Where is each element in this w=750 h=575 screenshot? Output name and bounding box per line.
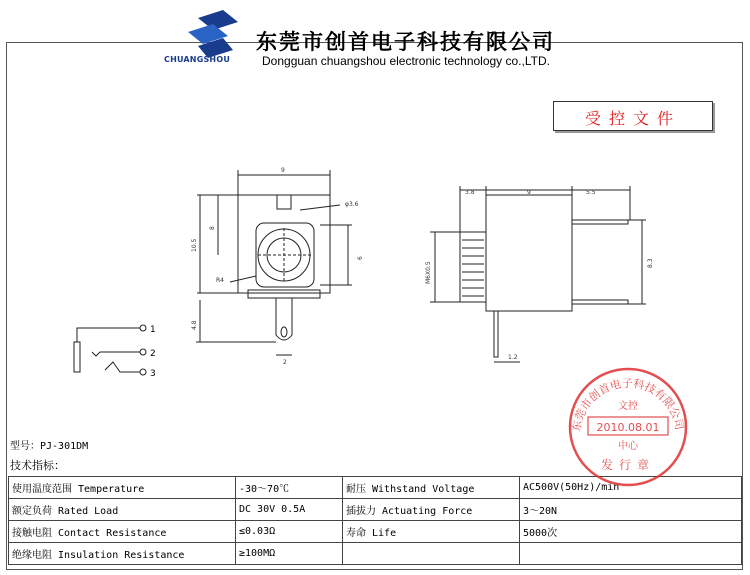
schematic-pin-3-icon — [140, 369, 146, 375]
spec-value: ≤0.03Ω — [236, 521, 343, 543]
svg-text:中心: 中心 — [618, 441, 638, 452]
controlled-document-label: 受控文件 — [584, 109, 681, 128]
company-name-en: Dongguan chuangshou electronic technology co.,LTD. — [262, 54, 550, 68]
spec-label — [343, 543, 520, 565]
svg-text:东莞市创首电子科技有限公司: 东莞市创首电子科技有限公司 — [569, 376, 686, 433]
spec-label: 接触电阻 Contact Resistance — [9, 521, 236, 543]
svg-text:文控: 文控 — [618, 401, 638, 412]
table-row — [9, 543, 742, 565]
table-row — [9, 521, 742, 543]
spec-value: AC500V(50Hz)/min — [520, 477, 742, 499]
schematic-sleeve — [74, 342, 80, 372]
dim-pin-1-2: 1.2 — [508, 354, 518, 361]
front-view-pin — [276, 298, 292, 340]
spec-value: 5000次 — [520, 521, 742, 543]
dim-pin-width: 2 — [283, 359, 287, 366]
dim-side-8-3: 8.3 — [647, 258, 654, 268]
schematic-pin-3-label: 3 — [150, 369, 156, 379]
dim-height-10-5: 10.5 — [191, 238, 198, 252]
dim-diameter: φ3.6 — [345, 201, 359, 208]
side-view-thread-body — [460, 232, 486, 302]
dim-side-9: 9 — [527, 189, 531, 196]
spec-label: 额定负荷 Rated Load — [9, 499, 236, 521]
spec-label: 耐压 Withstand Voltage — [343, 477, 520, 499]
company-name-cn: 东莞市创首电子科技有限公司 — [256, 29, 555, 54]
company-seal-icon — [566, 365, 690, 489]
spec-value: ≥100MΩ — [236, 543, 343, 565]
model-number: 型号：PJ-301DM — [10, 441, 89, 452]
svg-text:发行章: 发行章 — [600, 458, 656, 472]
dim-height-8: 8 — [209, 226, 216, 230]
svg-text:2010.08.01: 2010.08.01 — [596, 421, 660, 434]
dim-height-4-8: 4.8 — [191, 320, 198, 330]
spec-value: DC 30V 0.5A — [236, 499, 343, 521]
schematic-pin-1-icon — [140, 325, 146, 331]
spec-value: -30～70℃ — [236, 477, 343, 499]
spec-label: 绝缘电阻 Insulation Resistance — [9, 543, 236, 565]
schematic-pin-1-label: 1 — [150, 325, 156, 335]
dim-side-3-8: 3.8 — [465, 189, 475, 196]
spec-value: 3～20N — [520, 499, 742, 521]
table-row — [9, 499, 742, 521]
schematic-pin-2-icon — [140, 349, 146, 355]
front-view-slot — [277, 195, 291, 209]
specs-table — [8, 476, 742, 565]
spec-label: 寿命 Life — [343, 521, 520, 543]
schematic-pin-2-label: 2 — [150, 349, 156, 359]
logo-text: CHUANGSHOU — [164, 55, 231, 64]
dim-thread: M6X0.5 — [425, 261, 432, 284]
tech-specs-title: 技术指标： — [10, 459, 65, 472]
side-view-body — [486, 195, 572, 311]
spec-label: 使用温度范围 Temperature — [9, 477, 236, 499]
dim-height-6: 6 — [357, 256, 364, 260]
spec-value — [520, 543, 742, 565]
dim-radius: R4 — [216, 277, 224, 284]
spec-label: 插拔力 Actuating Force — [343, 499, 520, 521]
dim-side-5-5: 5.5 — [586, 189, 596, 196]
front-view-flange — [248, 290, 320, 298]
dim-front-width: 9 — [281, 167, 285, 174]
